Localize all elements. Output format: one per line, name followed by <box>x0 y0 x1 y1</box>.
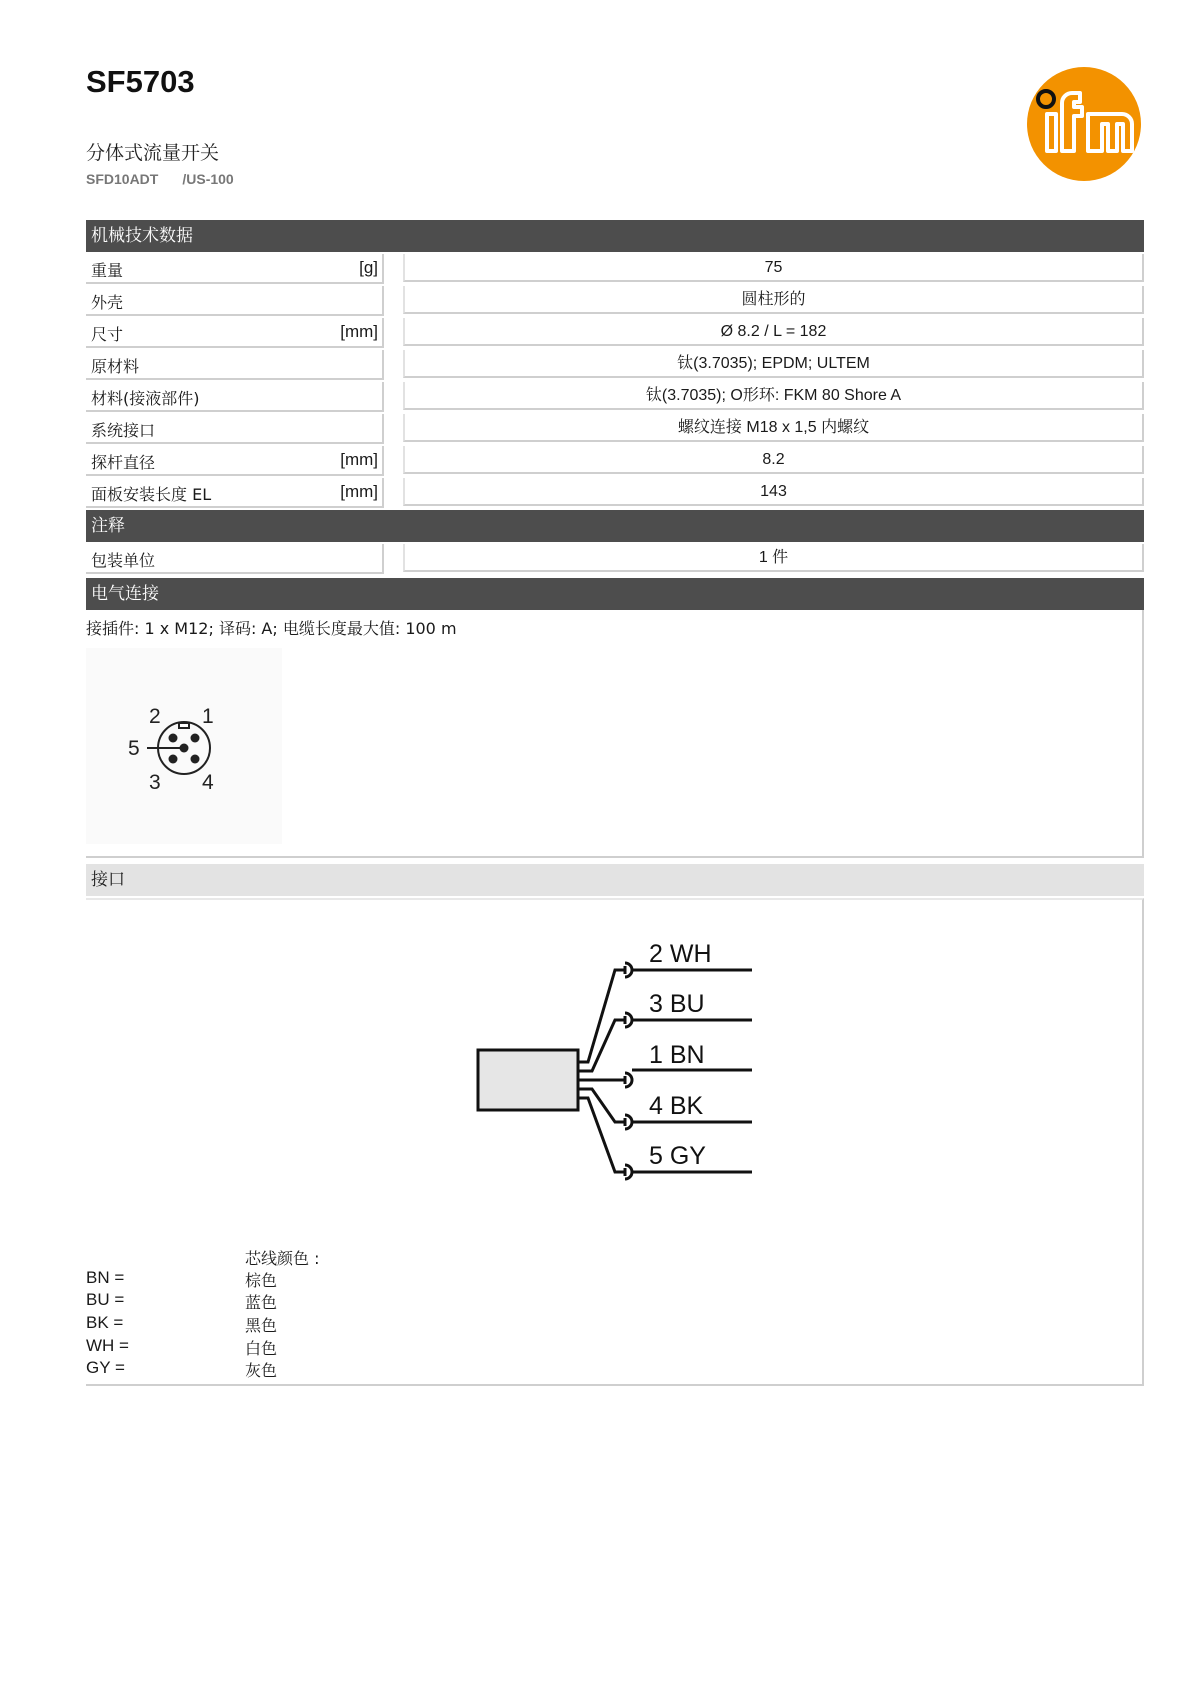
row-value: 圆柱形的 <box>403 286 1144 314</box>
legend-row <box>86 1313 486 1335</box>
legend-row <box>86 1268 486 1290</box>
pin-dot <box>180 744 189 753</box>
legend-title: 芯线颜色 : <box>245 1249 320 1268</box>
row-value: 钛(3.7035); EPDM; ULTEM <box>403 350 1144 378</box>
legend-row <box>86 1290 486 1312</box>
table-row <box>86 412 1144 444</box>
pin-label: 4 <box>202 771 214 794</box>
row-label: 系统接口 <box>91 421 156 440</box>
row-value: 143 <box>403 478 1144 506</box>
legend-code: BU = <box>86 1290 125 1309</box>
pin-label: 1 <box>202 705 214 728</box>
pin-dot <box>191 755 200 764</box>
connector-key <box>179 723 189 728</box>
table-row <box>86 476 1144 508</box>
row-unit: [g] <box>359 258 378 277</box>
product-title: SF5703 <box>86 64 195 99</box>
legend-color: 黑色 <box>245 1316 278 1335</box>
product-codes <box>86 171 234 187</box>
wiring-diagram <box>470 930 770 1200</box>
section-interface: 接口 <box>86 864 1144 896</box>
legend-row <box>86 1336 486 1358</box>
table-row <box>86 284 1144 316</box>
wire-lead <box>578 1098 625 1172</box>
section-mechanical-data: 机械技术数据 <box>86 220 1144 252</box>
row-unit: [mm] <box>340 322 378 341</box>
wire-label: 1 BN <box>649 1041 705 1069</box>
connection-description: 接插件: 1 x M12; 译码: A; 电缆长度最大值: 100 m <box>86 619 457 638</box>
wire-label: 4 BK <box>649 1092 704 1120</box>
pin-dot <box>191 734 200 743</box>
section-electrical-connection: 电气连接 <box>86 578 1144 610</box>
wire-label: 5 GY <box>649 1142 706 1170</box>
legend-code: WH = <box>86 1336 129 1355</box>
section-notes: 注释 <box>86 510 1144 542</box>
row-value: 75 <box>403 254 1144 282</box>
legend-color: 蓝色 <box>245 1293 278 1312</box>
row-value: 1 件 <box>403 544 1144 572</box>
wire-label: 3 BU <box>649 990 705 1018</box>
sensor-body <box>478 1050 578 1110</box>
pin-label: 5 <box>128 737 140 760</box>
product-variant: /US-100 <box>182 171 234 187</box>
product-code: SFD10ADT <box>86 171 159 187</box>
row-label: 尺寸 <box>91 325 124 344</box>
legend-color: 灰色 <box>245 1361 278 1380</box>
legend-color: 白色 <box>245 1339 278 1358</box>
row-label: 原材料 <box>91 357 140 376</box>
legend-code: GY = <box>86 1358 125 1377</box>
row-value: 螺纹连接 M18 x 1,5 内螺纹 <box>403 414 1144 442</box>
legend-row <box>86 1358 486 1380</box>
row-label: 重量 <box>91 261 124 280</box>
product-subtitle: 分体式流量开关 <box>86 142 220 164</box>
pin-dot <box>169 755 178 764</box>
table-row <box>86 252 1144 284</box>
wire-terminal <box>625 1070 752 1087</box>
table-row <box>86 380 1144 412</box>
row-label: 面板安装长度 EL <box>91 485 212 504</box>
table-row <box>86 316 1144 348</box>
pin-diagram-box <box>86 648 282 844</box>
row-unit: [mm] <box>340 450 378 469</box>
table-row <box>86 542 1144 574</box>
legend-color: 棕色 <box>245 1271 278 1290</box>
wire-lead <box>578 1089 625 1122</box>
row-value: 钛(3.7035); O形环: FKM 80 Shore A <box>403 382 1144 410</box>
row-label: 探杆直径 <box>91 453 156 472</box>
pin-label: 2 <box>149 705 161 728</box>
m12-pinout-diagram <box>86 648 282 844</box>
row-label: 包装单位 <box>91 551 156 570</box>
row-unit: [mm] <box>340 482 378 501</box>
row-value: Ø 8.2 / L = 182 <box>403 318 1144 346</box>
row-value: 8.2 <box>403 446 1144 474</box>
pin-dot <box>169 734 178 743</box>
ifm-logo <box>1026 66 1142 182</box>
legend-code: BN = <box>86 1268 125 1287</box>
row-label: 材料(接液部件) <box>91 389 200 408</box>
row-label: 外壳 <box>91 293 124 312</box>
table-row <box>86 444 1144 476</box>
pin-label: 3 <box>149 771 161 794</box>
wire-label: 2 WH <box>649 940 712 968</box>
table-row <box>86 348 1144 380</box>
legend-code: BK = <box>86 1313 124 1332</box>
